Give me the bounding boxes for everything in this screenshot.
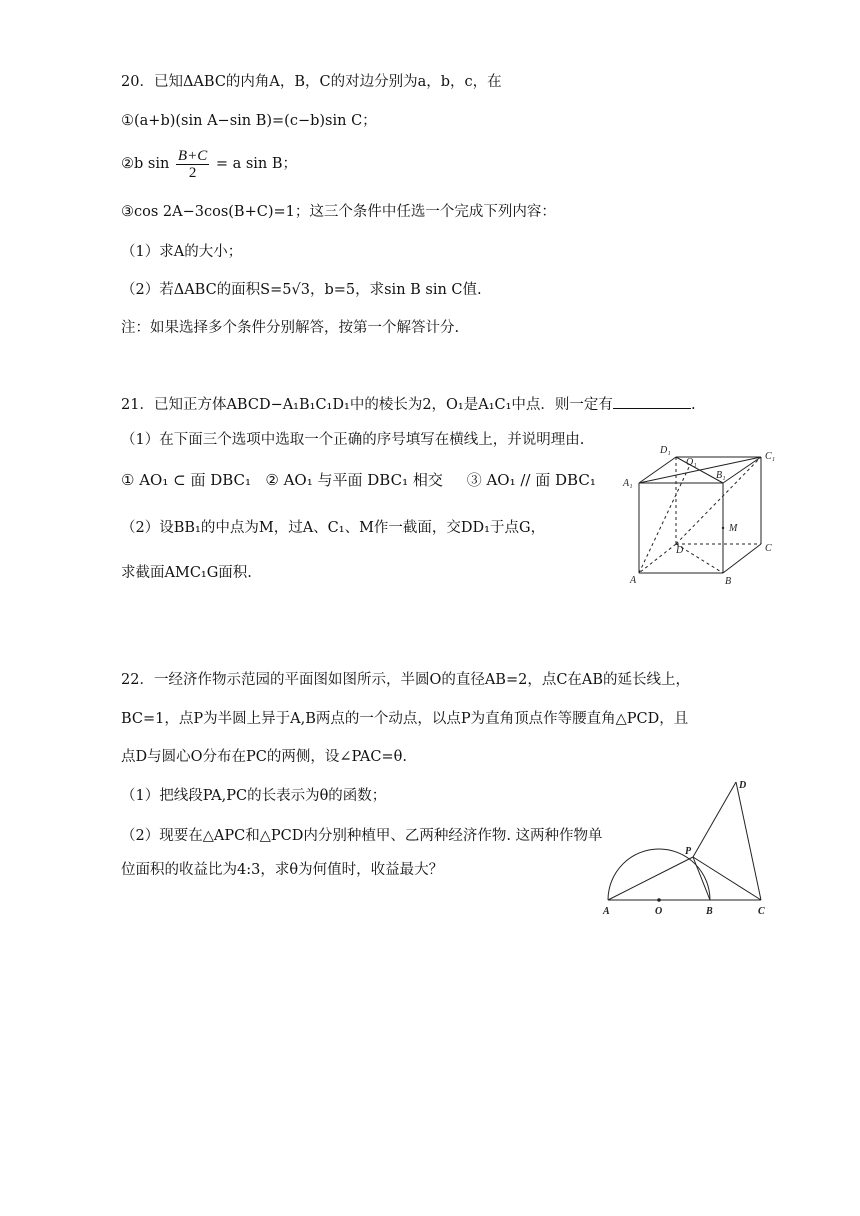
q20-note: 注：如果选择多个条件分别解答，按第一个解答计分. xyxy=(121,320,460,336)
q20-cond2-fraction xyxy=(176,148,209,181)
q20-part-1: （1）求A的大小； xyxy=(121,244,243,260)
label-O1: O₁ xyxy=(686,457,697,468)
q22-stem-1: 22．一经济作物示范园的平面图如图所示，半圆O的直径AB=2，点C在AB的延长线上， xyxy=(121,672,691,688)
q20-cond2-prefix: ②b sin xyxy=(121,156,170,172)
semicircle-figure xyxy=(598,776,788,922)
q22-part-1: （1）把线段PA,PC的长表示为θ的函数； xyxy=(121,788,387,804)
q20-condition-1: ①(a+b)(sin A−sin B)=(c−b)sin C； xyxy=(121,113,377,129)
q21-stem-end: . xyxy=(690,397,696,413)
q22-part-2b: 位面积的收益比为4:3，求θ为何值时，收益最大？ xyxy=(121,862,444,878)
q20-cond2-suffix: = a sin B； xyxy=(215,156,298,172)
label-D1: D₁ xyxy=(660,445,671,456)
q20-condition-3: ③cos 2A−3cos(B+C)=1；这三个条件中任选一个完成下列内容： xyxy=(121,204,556,220)
label-C: C xyxy=(758,906,765,917)
q22-stem-2: BC=1，点P为半圆上异于A,B两点的一个动点，以点P为直角顶点作等腰直角△PCD，且 xyxy=(121,711,689,727)
label-A1: A₁ xyxy=(623,478,633,489)
q22-part-2a: （2）现要在△APC和△PCD内分别种植甲、乙两种经济作物. 这两种作物单 xyxy=(121,828,603,844)
label-O: O xyxy=(655,906,663,917)
label-A: A xyxy=(630,575,637,586)
label-D: D xyxy=(739,780,747,791)
label-M: M xyxy=(729,523,738,534)
cube-figure xyxy=(620,440,790,590)
q21-option-2: ② AO₁ 与平面 DBC₁ 相交 xyxy=(265,471,443,489)
q21-part-1: （1）在下面三个选项中选取一个正确的序号填写在横线上，并说明理由. xyxy=(121,432,585,448)
q20-part-2: （2）若ΔABC的面积S=5√3，b=5，求sin B sin C值. xyxy=(121,282,482,298)
label-C1: C₁ xyxy=(765,451,776,462)
q20-cond2-numerator: B+C xyxy=(177,147,208,164)
label-A: A xyxy=(603,906,610,917)
label-B1: B₁ xyxy=(716,470,726,481)
q21-part-2a: （2）设BB₁的中点为M，过A、C₁、M作一截面，交DD₁于点G， xyxy=(121,520,546,536)
label-P: P xyxy=(685,846,692,857)
q20-stem: 20．已知ΔABC的内角A，B，C的对边分别为a，b，c，在 xyxy=(121,74,502,90)
q21-stem-text: 21．已知正方体ABCD−A₁B₁C₁D₁中的棱长为2，O₁是A₁C₁中点．则一定有 xyxy=(121,397,613,413)
q21-stem xyxy=(121,394,696,415)
q21-option-1: ① AO₁ ⊂ 面 DBC₁ xyxy=(121,471,252,489)
q22-stem-3: 点D与圆心O分布在PC的两侧，设∠PAC=θ. xyxy=(121,749,407,765)
label-C: C xyxy=(765,543,772,554)
label-D: D xyxy=(676,545,684,556)
label-B: B xyxy=(725,576,732,587)
label-B: B xyxy=(706,906,713,917)
q21-options xyxy=(121,470,596,490)
q20-condition-2 xyxy=(121,146,297,186)
q21-option-3: ③ AO₁ // 面 DBC₁ xyxy=(466,471,596,489)
q20-cond2-denominator: 2 xyxy=(188,164,197,181)
q21-answer-blank xyxy=(613,394,691,409)
q21-part-2b: 求截面AMC₁G面积. xyxy=(121,565,252,581)
